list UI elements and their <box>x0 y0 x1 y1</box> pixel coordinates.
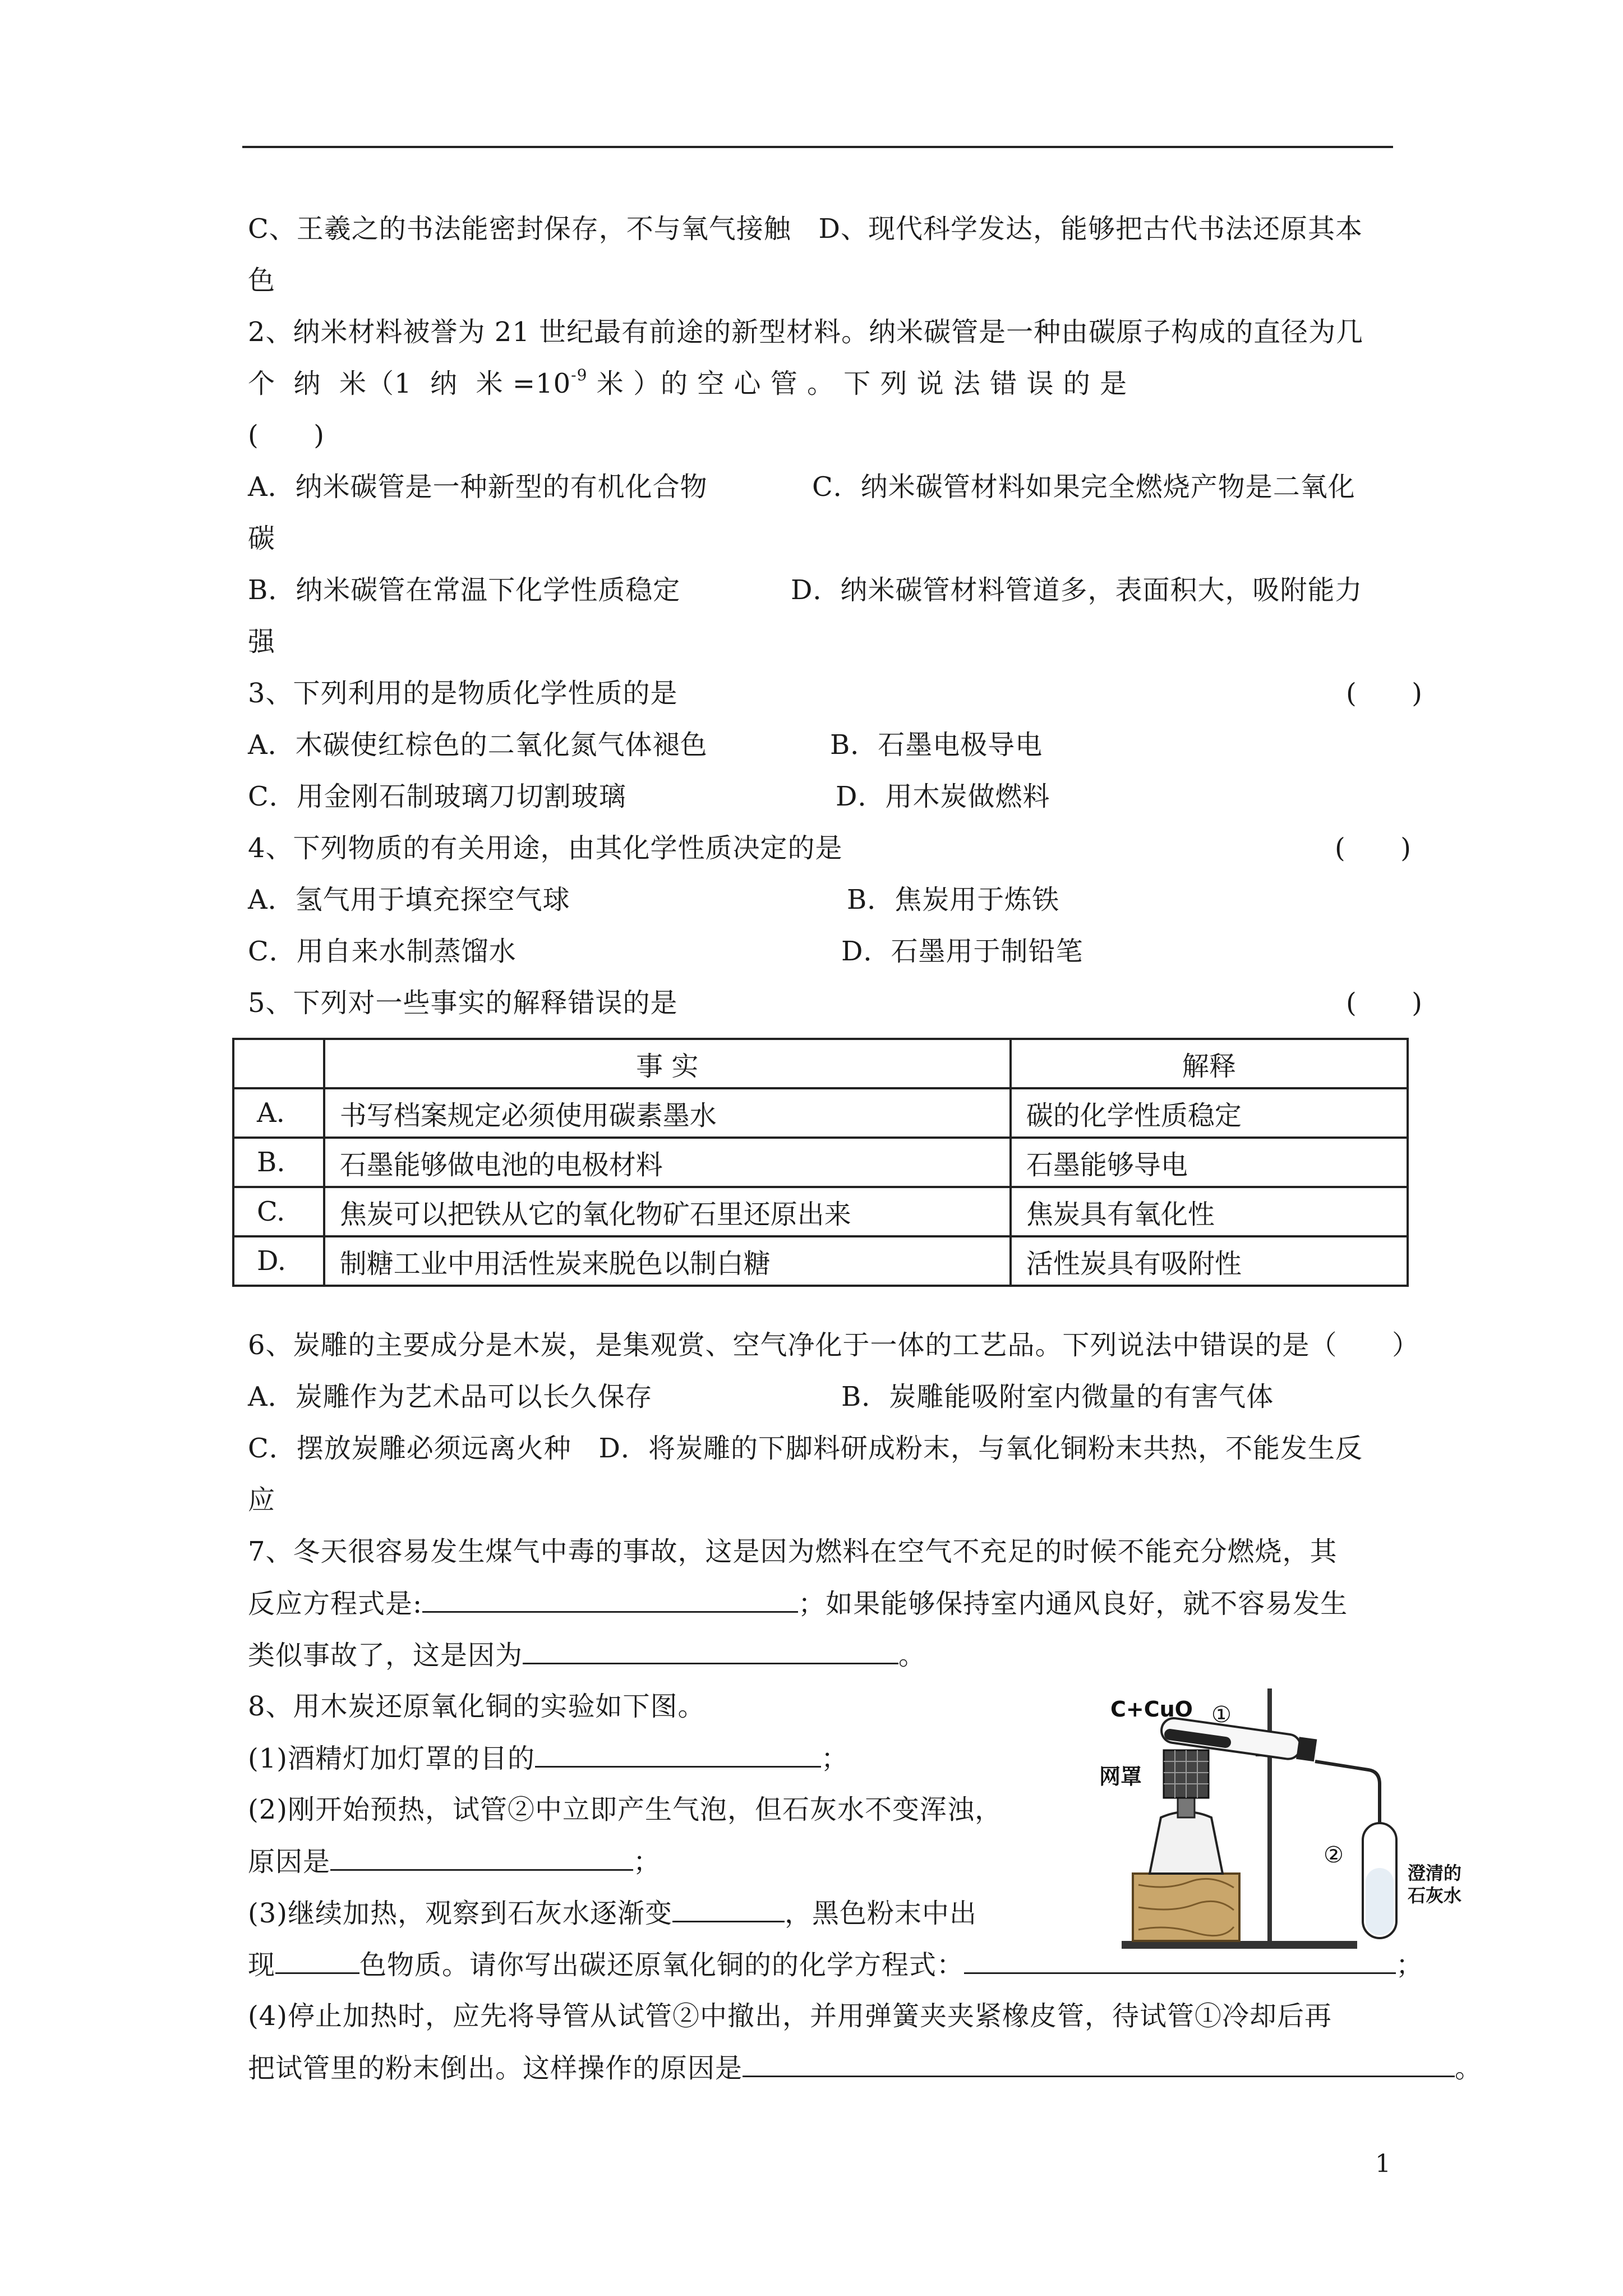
q7-reason-label: 类似事故了，这是因为 <box>248 1640 523 1671</box>
row-explain: 焦炭具有氧化性 <box>1011 1187 1408 1236</box>
q8-part1-blank[interactable] <box>535 1741 821 1768</box>
q2-option-c: C．纳米碳管材料如果完全燃烧产物是二氧化 <box>812 471 1355 503</box>
table-header-explain: 解释 <box>1011 1039 1408 1088</box>
table-row <box>233 1187 1408 1236</box>
q6-option-cd: C．摆放炭雕必须远离火种 D．将炭雕的下脚料研成粉末，与氧化铜粉末共热，不能发生反 <box>248 1433 1363 1464</box>
facts-table <box>232 1038 1409 1287</box>
q8-part3-label: 现 <box>248 1949 276 1981</box>
q8-part3-product-blank[interactable] <box>275 1948 359 1974</box>
label-reagent: C+CuO <box>1110 1697 1193 1722</box>
row-fact: 书写档案规定必须使用碳素墨水 <box>324 1088 1011 1138</box>
row-fact: 焦炭可以把铁从它的氧化物矿石里还原出来 <box>324 1187 1011 1236</box>
q7-stem: 7、冬天很容易发生煤气中毒的事故，这是因为燃料在空气不充足的时候不能充分燃烧，其 <box>248 1536 1338 1567</box>
label-mesh: 网罩 <box>1099 1764 1142 1789</box>
q2-stem-cont <box>248 367 1127 401</box>
q2-stem: 2、纳米材料被誉为 21 世纪最有前途的新型材料。纳米碳管是一种由碳原子构成的直径为几 <box>248 316 1364 348</box>
q3-option-b: B．石墨电极导电 <box>830 729 1043 761</box>
q6-stem: 6、炭雕的主要成分是木炭，是集观赏、空气净化于一体的工艺品。下列说法中错误的是（ ） <box>248 1329 1420 1361</box>
q8-part3-tail: ； <box>1396 1949 1424 1981</box>
row-explain: 石墨能够导电 <box>1011 1138 1408 1187</box>
q2-stem-part2: 米 ）的 空 心 管 。 下 列 说 法 错 误 的 是 <box>587 368 1128 399</box>
q5-answer-paren: ( ) <box>1346 987 1423 1019</box>
q7-line3-tail: 。 <box>898 1640 926 1671</box>
q7-equation-label: 反应方程式是: <box>248 1588 423 1619</box>
q2-option-d: D．纳米碳管材料管道多，表面积大，吸附能力 <box>791 574 1363 606</box>
q3-option-a: A．木碳使红棕色的二氧化氮气体褪色 <box>248 729 708 761</box>
table-header-fact: 事 实 <box>324 1039 1011 1088</box>
table-header-row <box>233 1039 1408 1088</box>
q3-option-c: C．用金刚石制玻璃刀切割玻璃 <box>248 781 626 812</box>
q8-part3-text2: ，黑色粉末中出 <box>785 1898 978 1929</box>
q7-equation-blank[interactable] <box>422 1586 798 1613</box>
q8-part3-text: (3)继续加热，观察到石灰水逐渐变 <box>248 1898 672 1929</box>
q2-option-a: A．纳米碳管是一种新型的有机化合物 <box>248 471 708 503</box>
q7-line3 <box>248 1638 926 1672</box>
q7-line2-tail: ；如果能够保持室内通风良好，就不容易发生 <box>798 1588 1348 1619</box>
q8-part2-tail: ； <box>633 1846 661 1878</box>
q4-option-d: D．石墨用于制铅笔 <box>841 936 1083 967</box>
label-limewater-line1: 澄清的 <box>1408 1862 1462 1884</box>
stand-base <box>1122 1941 1357 1949</box>
q2-exponent: -9 <box>571 366 588 384</box>
q8-part2: (2)刚开始预热，试管②中立即产生气泡，但石灰水不变浑浊， <box>248 1794 1002 1825</box>
q2-option-b: B．纳米碳管在常温下化学性质稳定 <box>248 574 681 606</box>
q8-part2-label: 原因是 <box>248 1846 331 1878</box>
q2-option-d-cont: 强 <box>248 626 276 657</box>
q8-part4-tail: 。 <box>1455 2053 1483 2084</box>
rubber-stopper <box>1296 1737 1317 1761</box>
q8-part4: (4)停止加热时，应先将导管从试管②中撤出，并用弹簧夹夹紧橡皮管，待试管①冷却后再 <box>248 2000 1332 2032</box>
label-tube-1: ① <box>1211 1702 1232 1728</box>
q8-part3 <box>248 1896 977 1930</box>
q8-part2-blank[interactable] <box>330 1844 633 1871</box>
header-rule <box>242 146 1393 148</box>
q4-option-c: C．用自来水制蒸馏水 <box>248 936 517 967</box>
row-fact: 制糖工业中用活性炭来脱色以制白糖 <box>324 1236 1011 1286</box>
q8-part1-text: (1)酒精灯加灯罩的目的 <box>248 1743 535 1774</box>
row-option: C. <box>233 1187 324 1236</box>
q7-line2 <box>248 1586 1348 1621</box>
q8-part3-text3: 色物质。请你写出碳还原氧化铜的的化学方程式： <box>359 1949 965 1981</box>
q4-option-a: A．氢气用于填充探空气球 <box>248 884 570 915</box>
row-explain: 活性炭具有吸附性 <box>1011 1236 1408 1286</box>
q1-options-line-cont: 色 <box>248 265 276 296</box>
carbon-reduction-apparatus-figure <box>1099 1677 1486 1963</box>
q2-option-c-cont: 碳 <box>248 523 276 554</box>
q6-option-a: A．炭雕作为艺术品可以长久保存 <box>248 1381 653 1412</box>
label-limewater-line2: 石灰水 <box>1408 1885 1462 1906</box>
alcohol-lamp <box>1150 1812 1223 1874</box>
row-option: D. <box>233 1236 324 1286</box>
label-tube-2: ② <box>1324 1842 1344 1868</box>
q6-option-b: B．炭雕能吸附室内微量的有害气体 <box>841 1381 1274 1412</box>
q2-stem-part1: 个 纳 米（1 纳 米 =10 <box>248 368 571 399</box>
q8-stem: 8、用木炭还原氧化铜的实验如下图。 <box>248 1691 706 1722</box>
q8-part3-color-blank[interactable] <box>672 1896 785 1922</box>
page-number: 1 <box>1375 2150 1391 2178</box>
q7-reason-blank[interactable] <box>523 1638 898 1664</box>
q4-stem: 4、下列物质的有关用途，由其化学性质决定的是 <box>248 832 843 864</box>
table-row <box>233 1088 1408 1138</box>
q6-option-d-cont: 应 <box>248 1484 276 1516</box>
stand-rod <box>1267 1688 1272 1942</box>
q5-stem: 5、下列对一些事实的解释错误的是 <box>248 987 678 1019</box>
q4-option-b: B．焦炭用于炼铁 <box>847 884 1060 915</box>
q8-part4-blank[interactable] <box>743 2051 1455 2077</box>
q3-answer-paren: ( ) <box>1346 678 1423 709</box>
row-option: A. <box>233 1088 324 1138</box>
table-row <box>233 1138 1408 1187</box>
q1-options-line: C、王羲之的书法能密封保存，不与氧气接触 D、现代科学发达，能够把古代书法还原其本 <box>248 213 1363 245</box>
q3-option-d: D．用木炭做燃料 <box>836 781 1050 812</box>
row-explain: 碳的化学性质稳定 <box>1011 1088 1408 1138</box>
q8-part4-cont <box>248 2051 1482 2085</box>
table-row <box>233 1236 1408 1286</box>
q8-part2-cont <box>248 1844 661 1879</box>
row-fact: 石墨能够做电池的电极材料 <box>324 1138 1011 1187</box>
table-header-blank <box>233 1039 324 1088</box>
q8-part1-tail: ； <box>821 1743 849 1774</box>
limewater <box>1366 1868 1394 1935</box>
q2-answer-paren: ( ) <box>248 420 325 451</box>
q8-part4-label: 把试管里的粉末倒出。这样操作的原因是 <box>248 2053 743 2084</box>
q4-answer-paren: ( ) <box>1335 832 1412 864</box>
q8-part1 <box>248 1741 849 1775</box>
row-option: B. <box>233 1138 324 1187</box>
q3-stem: 3、下列利用的是物质化学性质的是 <box>248 678 678 709</box>
